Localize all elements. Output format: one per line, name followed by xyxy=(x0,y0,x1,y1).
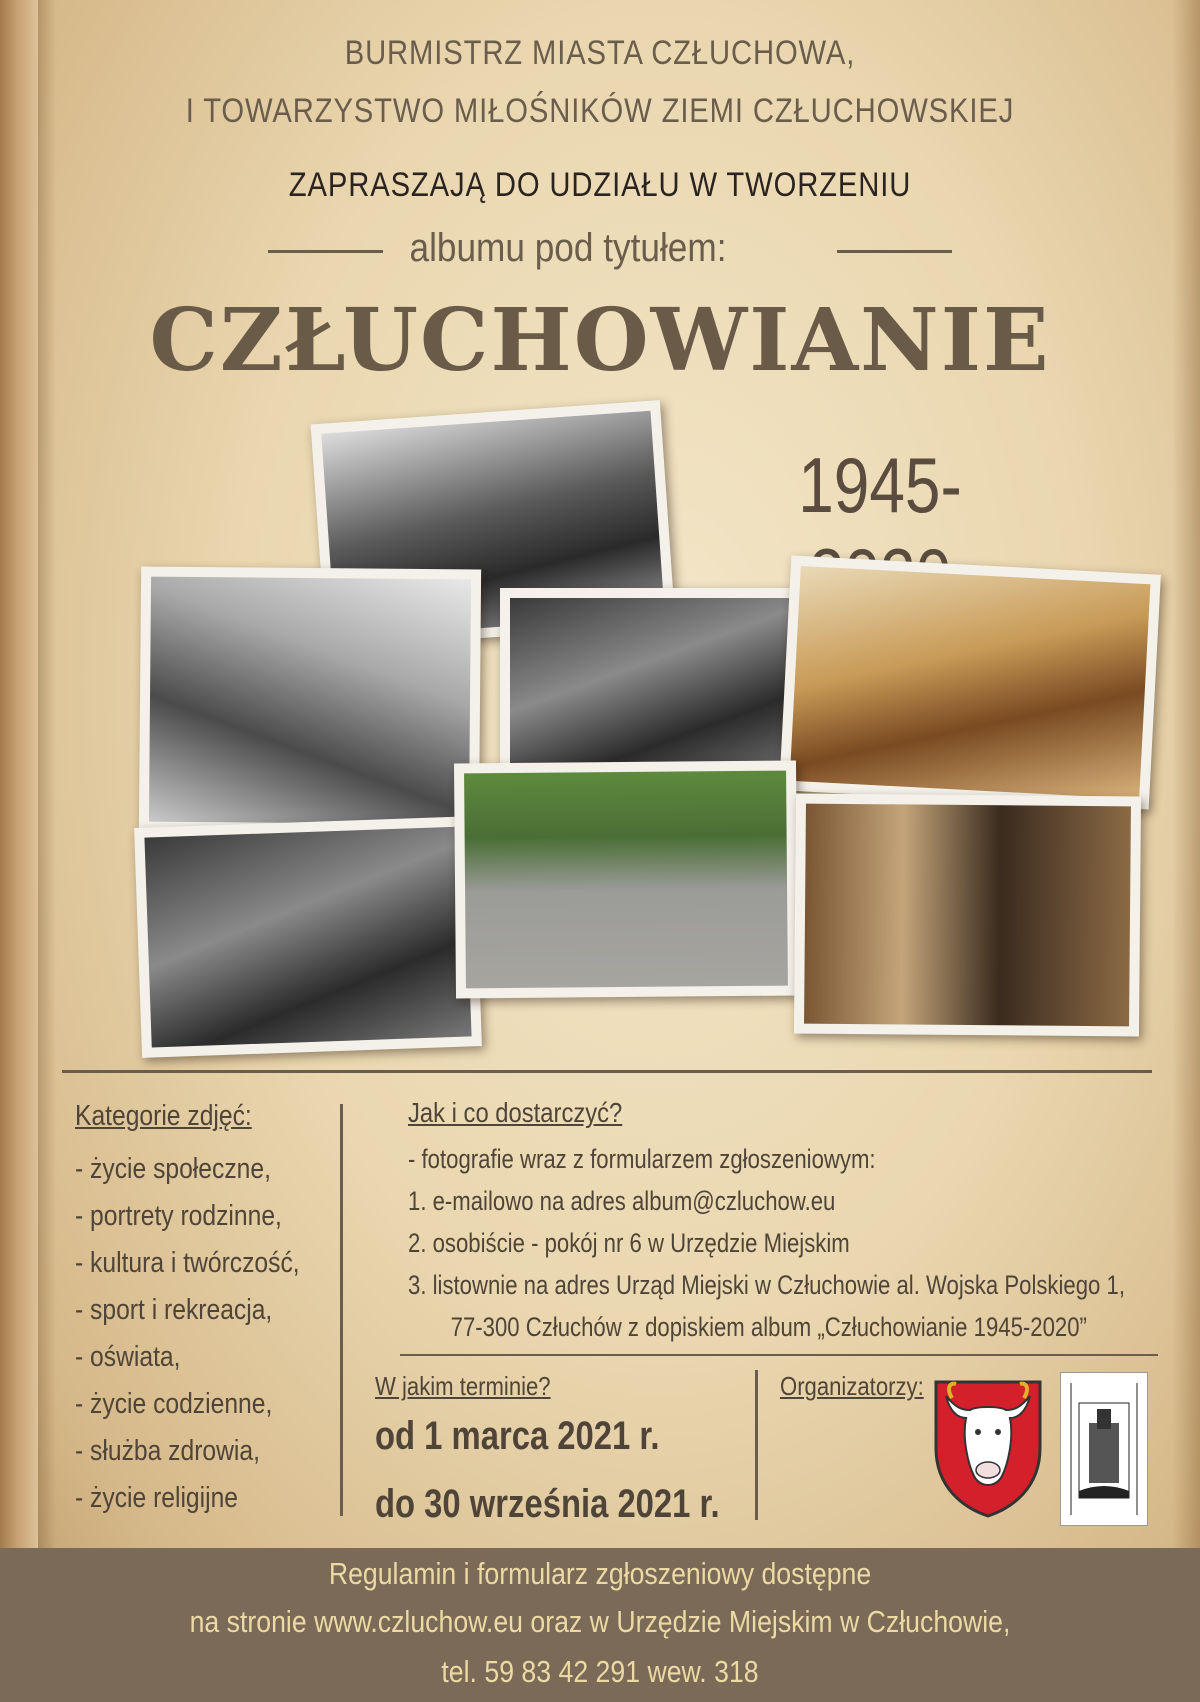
photo-people-walking xyxy=(500,588,810,788)
delivery-heading: Jak i co dostarczyć? xyxy=(408,1097,623,1128)
delivery-rule xyxy=(400,1354,1158,1356)
photo-children-chalk xyxy=(454,761,798,999)
delivery-item: 2. osobiście - pokój nr 6 w Urzędzie Miejskim xyxy=(408,1228,850,1258)
header-line-1: BURMISTRZ MIASTA CZŁUCHOWA, xyxy=(344,34,856,72)
category-item: - sport i rekreacja, xyxy=(75,1294,273,1326)
photo-sepia-group xyxy=(779,555,1161,809)
organizers-heading: Organizatorzy: xyxy=(780,1371,924,1401)
book-spine xyxy=(0,0,38,1702)
section-divider xyxy=(62,1070,1152,1073)
category-item: - kultura i twórczość, xyxy=(75,1247,300,1279)
category-item: - życie społeczne, xyxy=(75,1153,271,1185)
footer-band xyxy=(0,1548,1200,1702)
subtitle-rule-right xyxy=(837,250,952,253)
deadline-heading: W jakim terminie? xyxy=(375,1371,551,1401)
column-separator xyxy=(340,1104,343,1516)
deadline-from: od 1 marca 2021 r. xyxy=(375,1414,660,1458)
delivery-item: - fotografie wraz z formularzem zgłoszeniowym: xyxy=(408,1144,876,1174)
delivery-item: 3. listownie na adres Urząd Miejski w Człuchowie al. Wojska Polskiego 1, xyxy=(408,1270,1125,1300)
society-logo-icon xyxy=(1061,1373,1147,1525)
deadline-to: do 30 września 2021 r. xyxy=(375,1482,720,1526)
society-logo xyxy=(1060,1372,1148,1526)
categories-list xyxy=(75,1146,339,1522)
category-item: - oświata, xyxy=(75,1341,181,1373)
category-item: - życie codzienne, xyxy=(75,1388,273,1420)
category-item: - portrety rodzinne, xyxy=(75,1200,282,1232)
footer-line-2: na stronie www.czluchow.eu oraz w Urzędzie Miejskim w Człuchowie, xyxy=(189,1604,1011,1639)
delivery-list xyxy=(408,1138,1200,1348)
spine-shadow xyxy=(38,0,56,1702)
footer-line-1: Regulamin i formularz zgłoszeniowy dostępne xyxy=(328,1556,872,1591)
page-edge xyxy=(1172,0,1200,1702)
photo-group-portrait xyxy=(134,816,482,1058)
album-years: 1945- xyxy=(798,441,962,529)
photo-building-entrance xyxy=(794,793,1141,1036)
organizers-separator xyxy=(755,1370,758,1520)
category-item: - życie religijne xyxy=(75,1482,239,1514)
photo-town-street xyxy=(139,567,481,835)
delivery-item: 1. e-mailowo na adres album@czluchow.eu xyxy=(408,1186,836,1216)
footer-line-3: tel. 59 83 42 291 wew. 318 xyxy=(441,1654,759,1689)
album-title: CZŁUCHOWIANIE xyxy=(149,290,1051,391)
categories-heading: Kategorie zdjęć: xyxy=(75,1100,252,1132)
delivery-item: 77-300 Człuchów z dopiskiem album „Człuchowianie 1945-2020” xyxy=(450,1312,1087,1342)
header-line-3: ZAPRASZAJĄ DO UDZIAŁU W TWORZENIU xyxy=(288,166,912,204)
subtitle-row xyxy=(260,226,960,276)
czluchow-coat-of-arms-icon xyxy=(932,1378,1044,1520)
category-item: - służba zdrowia, xyxy=(75,1435,260,1467)
subtitle: albumu pod tytułem: xyxy=(409,226,727,270)
header-line-2: I TOWARZYSTWO MIŁOŚNIKÓW ZIEMI CZŁUCHOWSKIEJ xyxy=(185,92,1015,130)
